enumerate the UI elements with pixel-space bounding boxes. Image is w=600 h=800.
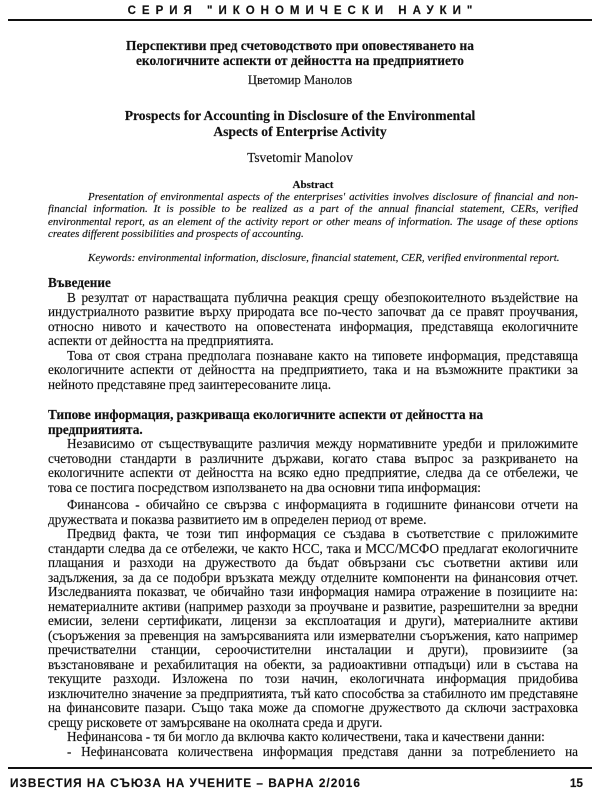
title-bg	[22, 38, 578, 68]
article-body	[22, 23, 578, 764]
section-information-types	[48, 408, 578, 759]
title-en-line: Aspects of Enterprise Activity	[213, 124, 387, 139]
title-en-line: Prospects for Accounting in Disclosure of the Environmental	[124, 108, 476, 123]
paragraph: Това от своя страна предполага познаване както на типовете информация, представяща екологичните аспекти от дейността на предприятието, така и на възможните практики за нейното представяне пред заинтересованите лица.	[48, 347, 578, 392]
section-heading-information-types: Типове информация, разкриваща екологичните аспекти от дейността на предприятията.	[48, 407, 484, 437]
footer-rule	[8, 767, 592, 769]
section-heading-introduction: Въведение	[48, 275, 111, 291]
abstract	[48, 179, 578, 264]
paragraph: Предвид факта, че този тип информация се създава в съответствие с приложимите стандарти следва да се отбележи, че както НСС, така и МСС/МСФО предлагат екологичните плащания и разходи на дружеството да бъдат обвързани със съответни активи или задължения, за да се подобри връзката между отделните компоненти на финансовия отчет. Изследванията показват, че обичайно тази информация намира отражение в позициите на: нематериалните активи (например разходи за проучване и развитие, разрешителни за вредни емисии, зелени сертификати, лицензи за експлоатация и други), материалните активи (съоръжения за превенция на замърсяванията или измервателни съоръжения, като например пречиствателни станции, сероочистителни инсталации и други), провизиите (за възстановяване и рехабилитация на обекти, за радиоактивни отпадъци) или в състава на текущите разходи. Изложена по този начин, екологичната информация придобива изключително значение за предприятията, тъй като способства за стабилното им представяне на финансовите пазари. Също така може да спомогне дружеството да сключи застраховка срещу рисковете от замърсяване на околната среда и други.	[48, 526, 578, 730]
title-bg-line: Перспективи пред счетоводството при оповестяването на	[126, 38, 474, 53]
section-introduction	[48, 276, 578, 392]
abstract-text: Presentation of environmental aspects of the enterprises' activities involves disclosure of financial and non-financial information. It is possible to be realized as a part of the annual financial statement, CERs, verified environmental report, as an element of the activity report or other means of information. The usage of these options creates different possibilities and prospects of accounting.	[48, 191, 578, 241]
author-bg: Цветомир Манолов	[247, 73, 353, 87]
paragraph-non-financial: Нефинансова - тя би могло да включва както количествени, така и качествени данни:	[67, 729, 545, 745]
journal-name: ИЗВЕСТИЯ НА СЪЮЗА НА УЧЕНИТЕ – ВАРНА 2/2016	[10, 776, 361, 790]
author-en: Tsvetomir Manolov	[247, 150, 353, 165]
keywords: Keywords: environmental information, disclosure, financial statement, CER, verified environmental report.	[88, 251, 560, 264]
list-item: - Нефинансовата количествена информация представя данни за потреблението на	[67, 743, 578, 759]
page-number: 15	[569, 776, 583, 790]
abstract-heading: Abstract	[292, 179, 334, 191]
paragraph: Независимо от съществуващите различия между нормативните уредби и приложимите счетоводни стандарти в различните държави, когато става въпрос за разкриването на екологичните аспекти от дейността на всяко едно предприятие, следва да се отбележи, че това се постига посредством използването на два основни типа информация:	[48, 436, 578, 495]
title-bg-line: екологичните аспекти от дейността на предприятието	[135, 53, 465, 68]
title-en	[22, 108, 578, 140]
paragraph: В резултат от нарастващата публична реакция срещу обезпокоителното въздействие на индустриалното развитие върху природата все по-често започват да се правят проучвания, относно нивото и качеството на оповестената информация, представяща екологичните аспекти от дейността на предприятията.	[48, 289, 578, 349]
running-head: СЕРИЯ "ИКОНОМИЧЕСКИ НАУКИ"	[8, 3, 592, 21]
paragraph-financial: Финансова - обичайно се свързва с информацията в годишните финансови отчети на дружествата и показва развитието им в определен период от време.	[48, 497, 578, 527]
